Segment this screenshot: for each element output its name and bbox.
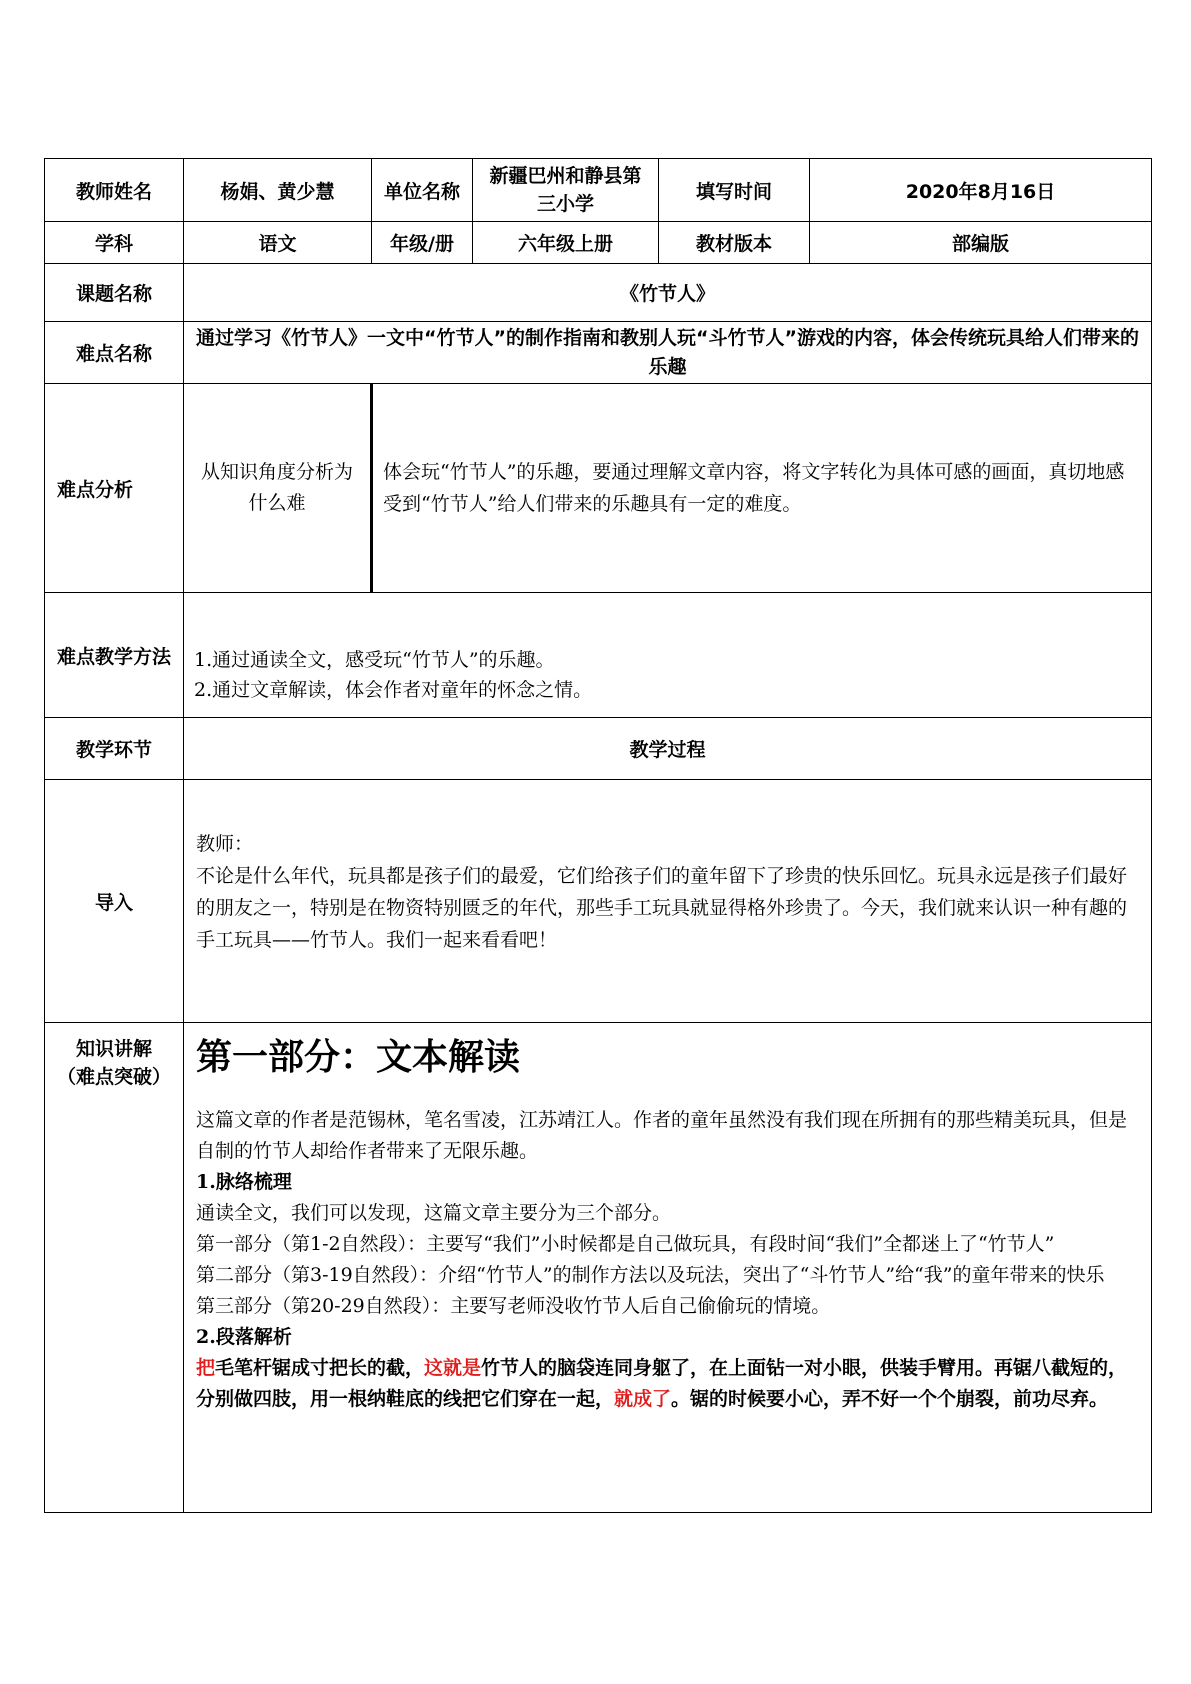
knowledge-label-line2: （难点突破） bbox=[56, 1066, 171, 1088]
difficulty-value: 通过学习《竹节人》一文中“竹节人”的制作指南和教别人玩“斗竹节人”游戏的内容，体会传统玩具给人们带来的乐趣 bbox=[184, 322, 1152, 384]
process-left-header: 教学环节 bbox=[45, 718, 184, 780]
grade-label: 年级/册 bbox=[372, 222, 473, 264]
edition-value: 部编版 bbox=[810, 222, 1152, 264]
topic-label: 课题名称 bbox=[45, 264, 184, 322]
intro-label: 导入 bbox=[45, 780, 184, 1023]
date-label: 填写时间 bbox=[659, 159, 810, 222]
method-row bbox=[45, 593, 1152, 718]
part-two-paragraph: 第二部分（第3-19自然段）：介绍“竹节人”的制作方法以及玩法，突出了“斗竹节人”给“我”的童年带来的快乐 bbox=[196, 1264, 1105, 1286]
knowledge-label bbox=[45, 1023, 184, 1513]
quote-text: 。锯的时候要小心，弄不好一个个崩裂，前功尽弃。 bbox=[671, 1388, 1109, 1410]
intro-row bbox=[45, 780, 1152, 1023]
intro-content bbox=[184, 780, 1152, 1023]
subject-label: 学科 bbox=[45, 222, 184, 264]
grade-value: 六年级上册 bbox=[473, 222, 659, 264]
quote-highlight: 就成了 bbox=[614, 1388, 672, 1410]
teacher-label: 教师姓名 bbox=[45, 159, 184, 222]
part-three-paragraph: 第三部分（第20-29自然段）：主要写老师没收竹节人后自己偷偷玩的情境。 bbox=[196, 1295, 831, 1317]
method-item: 2.通过文章解读，体会作者对童年的怀念之情。 bbox=[194, 679, 593, 701]
structure-subheading: 1.脉络梳理 bbox=[196, 1171, 292, 1193]
analysis-subheading: 2.段落解析 bbox=[196, 1326, 292, 1348]
quote-text: 毛笔杆锯成寸把长的截， bbox=[215, 1357, 425, 1379]
teacher-value: 杨娟、黄少慧 bbox=[184, 159, 372, 222]
lesson-plan-table bbox=[44, 158, 1152, 1513]
method-list bbox=[184, 593, 1152, 718]
knowledge-content bbox=[184, 1023, 1152, 1513]
topic-row bbox=[45, 264, 1152, 322]
intro-text: 不论是什么年代，玩具都是孩子们的最爱，它们给孩子们的童年留下了珍贵的快乐回忆。玩具永远是孩子们最好的朋友之一，特别是在物资特别匮乏的年代，那些手工玩具就显得格外珍贵了。今天，我们就来认识一种有趣的手工玩具——竹节人。我们一起来看看吧！ bbox=[196, 865, 1128, 951]
author-paragraph: 这篇文章的作者是范锡林，笔名雪凌，江苏靖江人。作者的童年虽然没有我们现在所拥有的那些精美玩具，但是自制的竹节人却给作者带来了无限乐趣。 bbox=[196, 1109, 1128, 1162]
overview-paragraph: 通读全文，我们可以发现，这篇文章主要分为三个部分。 bbox=[196, 1202, 672, 1224]
intro-speaker: 教师： bbox=[196, 833, 254, 855]
analysis-sub-label: 从知识角度分析为什么难 bbox=[184, 384, 372, 593]
analysis-label: 难点分析 bbox=[45, 384, 184, 593]
quote-highlight: 这就是 bbox=[424, 1357, 482, 1379]
section-heading: 第一部分：文本解读 bbox=[196, 1037, 521, 1078]
process-header-row bbox=[45, 718, 1152, 780]
part-one-paragraph: 第一部分（第1-2自然段）：主要写“我们”小时候都是自己做玩具，有段时间“我们”全都迷上了“竹节人” bbox=[196, 1233, 1055, 1255]
unit-label: 单位名称 bbox=[372, 159, 473, 222]
topic-value: 《竹节人》 bbox=[184, 264, 1152, 322]
method-item: 1.通过通读全文，感受玩“竹节人”的乐趣。 bbox=[194, 649, 555, 671]
method-label: 难点教学方法 bbox=[45, 593, 184, 718]
header-row-1 bbox=[45, 159, 1152, 222]
quote-paragraph bbox=[196, 1353, 1139, 1415]
analysis-row bbox=[45, 384, 1152, 593]
knowledge-label-line1: 知识讲解 bbox=[75, 1038, 152, 1060]
difficulty-row bbox=[45, 322, 1152, 384]
quote-highlight: 把 bbox=[196, 1357, 216, 1379]
unit-value: 新疆巴州和静县第三小学 bbox=[473, 159, 659, 222]
difficulty-label: 难点名称 bbox=[45, 322, 184, 384]
process-right-header: 教学过程 bbox=[184, 718, 1152, 780]
knowledge-row bbox=[45, 1023, 1152, 1513]
subject-value: 语文 bbox=[184, 222, 372, 264]
date-value: 2020年8月16日 bbox=[810, 159, 1152, 222]
header-row-2 bbox=[45, 222, 1152, 264]
edition-label: 教材版本 bbox=[659, 222, 810, 264]
analysis-text: 体会玩“竹节人”的乐趣，要通过理解文章内容，将文字转化为具体可感的画面，真切地感受到“竹节人”给人们带来的乐趣具有一定的难度。 bbox=[372, 384, 1152, 593]
quote-text: 竹节人的脑袋连同身躯了，在上面钻一对小眼，供装手臂用。再锯八截短的，分别做四肢，用一根纳鞋底的线把它们穿在一起， bbox=[196, 1357, 1128, 1410]
